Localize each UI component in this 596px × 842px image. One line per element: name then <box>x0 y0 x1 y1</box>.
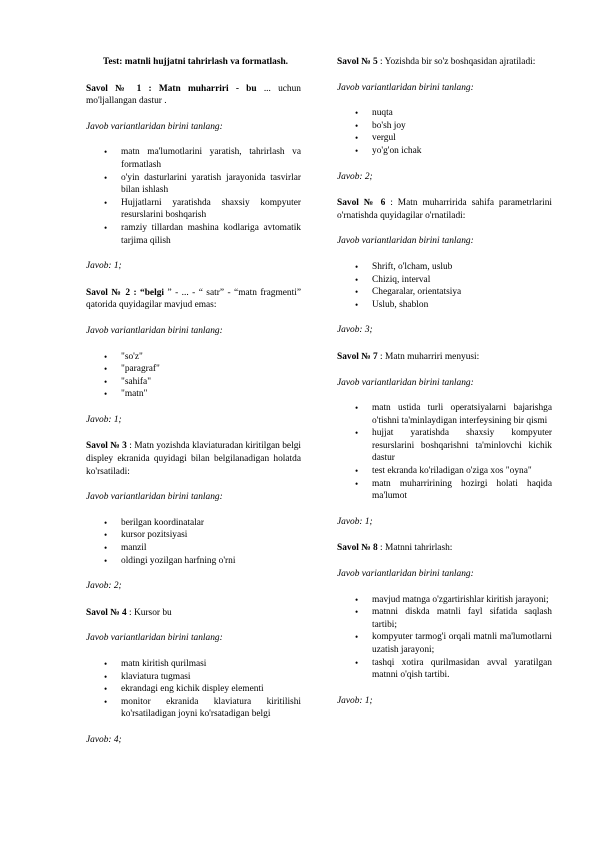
option-item: • test ekranda ko'riladigan o'ziga xos "oyna" <box>355 466 532 477</box>
question-8-answer: Javob: 1; <box>337 695 373 706</box>
bullet-icon: • <box>104 543 108 554</box>
option-item: • "sahifa" <box>104 376 152 387</box>
right-column <box>337 56 552 707</box>
question-4-options <box>86 658 301 721</box>
option-item: • kursor pozitsiyasi <box>104 530 188 541</box>
option-item: • Chiziq, interval <box>355 274 431 285</box>
option-item: • yo'g'on ichak <box>355 145 422 156</box>
option-item: • Uslub, shablon <box>355 299 429 310</box>
question-8-head: Savol № 8 <box>337 543 378 554</box>
bullet-icon: • <box>104 376 108 387</box>
bullet-icon: • <box>104 659 108 669</box>
bullet-icon: • <box>104 364 108 375</box>
option-item: • klaviatura tugmasi <box>104 671 191 682</box>
question-2-answer: Javob: 1; <box>86 414 122 425</box>
question-2-text: ” - ... - “ satr” - “matn fragmenti” qatorida quyidagilar mavjud emas: <box>86 287 301 311</box>
option-item: • matnni diskda matnli fayl sifatida saqlash tartibi; <box>355 607 552 630</box>
bullet-icon: • <box>104 684 108 695</box>
bullet-icon: • <box>355 428 359 439</box>
bullet-icon: • <box>355 478 359 489</box>
bullet-icon: • <box>355 403 359 414</box>
bullet-icon: • <box>355 274 359 285</box>
option-item: • matn ustida turli operatsiyalarni bajarishga o'tishni ta'minlaydigan interfeysining bir qismi <box>355 403 552 426</box>
bullet-icon: • <box>355 108 359 119</box>
question-5-answer: Javob: 2; <box>337 171 373 182</box>
question-7-prompt: Javob variantlaridan birini tanlang: <box>337 377 474 388</box>
option-item: • "matn" <box>104 389 148 400</box>
question-1-options <box>86 146 301 247</box>
option-item: • tashqi xotira qurilmasidan avval yaratilgan matnni o'qish tartibi. <box>355 657 552 681</box>
question-7-answer: Javob: 1; <box>337 516 373 527</box>
question-4 <box>86 607 301 620</box>
question-7-options <box>337 402 552 503</box>
bullet-icon: • <box>104 517 108 528</box>
question-5 <box>337 56 552 69</box>
bullet-icon: • <box>104 172 108 183</box>
bullet-icon: • <box>355 466 359 477</box>
left-column <box>86 56 301 747</box>
bullet-icon: • <box>104 555 108 566</box>
question-4-text: : Kursor bu <box>126 607 172 618</box>
option-item: • manzil <box>104 543 147 554</box>
option-item: • ekrandagi eng kichik displey elementi <box>104 684 264 695</box>
bullet-icon: • <box>355 594 359 605</box>
question-6-answer: Javob: 3; <box>337 325 373 336</box>
question-3-prompt: Javob variantlaridan birini tanlang: <box>86 492 223 503</box>
bullet-icon: • <box>104 222 108 233</box>
question-3-options <box>86 517 301 567</box>
bullet-icon: • <box>104 351 108 362</box>
option-item: • ramziy tillardan mashina kodlariga avtomatik tarjima qilish <box>104 222 301 246</box>
question-8 <box>337 542 552 555</box>
question-5-prompt: Javob variantlaridan birini tanlang: <box>337 82 474 93</box>
bullet-icon: • <box>104 147 108 158</box>
option-item: • matn muharririning hozirgi holati haqida ma'lumot <box>355 478 552 502</box>
question-1-prompt: Javob variantlaridan birini tanlang: <box>86 121 223 132</box>
bullet-icon: • <box>104 530 108 541</box>
question-1 <box>86 83 301 108</box>
question-8-text: : Matnni tahrirlash: <box>377 543 453 554</box>
question-3-text: : Matn yozishda klaviaturadan kiritilgan belgi displey ekranida quyidagi bilan belgilanadigan holatda ko'rsatiladi: <box>86 441 301 477</box>
question-4-answer: Javob: 4; <box>86 734 122 745</box>
option-item: • "so'z" <box>104 351 143 362</box>
option-item: • Hujjatlarni yaratishda shaxsiy kompyuter resurslarini boshqarish <box>104 197 301 221</box>
question-6-head: Savol № 6 <box>337 198 386 209</box>
question-7-text: : Matn muharriri menyusi: <box>377 351 480 362</box>
question-3-head: Savol № 3 <box>86 441 127 452</box>
page-title: Test: matnli hujjatni tahrirlash va formatlash. <box>102 57 289 67</box>
option-item: • Shrift, o'lcham, uslub <box>355 261 453 272</box>
question-5-head: Savol № 5 <box>337 57 378 67</box>
bullet-icon: • <box>104 671 108 682</box>
question-6-text: : Matn muharririda sahifa parametrlarini o'rnatishda quyidagilar o'rnatiladi: <box>337 198 552 221</box>
option-item: • monitor ekranida klaviatura kiritilishi ko'rsatiladigan joyni ko'rsatadigan belgi <box>104 696 301 720</box>
bullet-icon: • <box>104 197 108 208</box>
question-5-options <box>337 107 552 157</box>
option-item: • berilgan koordinatalar <box>104 517 205 528</box>
bullet-icon: • <box>355 657 359 668</box>
option-item: • matn kiritish qurilmasi <box>104 659 207 669</box>
option-item: • "paragraf" <box>104 364 160 375</box>
question-3-answer: Javob: 2; <box>86 581 122 592</box>
bullet-icon: • <box>355 607 359 618</box>
question-2-head: Savol № 2 : “belgi <box>86 287 164 298</box>
question-7 <box>337 351 552 364</box>
question-1-answer: Javob: 1; <box>86 261 122 272</box>
option-item: • hujjat yaratishda shaxsiy kompyuter resurslarini boshqarishni ta'minlovchi kichik dastur <box>355 428 552 464</box>
bullet-icon: • <box>355 133 359 144</box>
option-item: • kompyuter tarmog'i orqali matnli ma'lumotlarni uzatish jarayoni; <box>355 632 552 655</box>
question-7-head: Savol № 7 <box>337 351 378 362</box>
question-1-head: Savol № 1 : Matn muharriri - bu <box>86 83 257 94</box>
question-6 <box>337 197 552 222</box>
question-1-text: ... uchun mo'ljallangan dastur . <box>86 83 301 107</box>
bullet-icon: • <box>355 299 359 310</box>
option-item: • nuqta <box>355 108 393 119</box>
option-item: • oldingi yozilgan harfning o'rni <box>104 555 236 566</box>
option-item: • o'yin dasturlarini yaratish jarayonida tasvirlar bilan ishlash <box>104 172 301 196</box>
option-item: • matn ma'lumotlarini yaratish, tahrirlash va formatlash <box>104 147 301 170</box>
option-item: • Chegaralar, orientatsiya <box>355 287 462 298</box>
question-8-prompt: Javob variantlaridan birini tanlang: <box>337 569 474 580</box>
bullet-icon: • <box>104 696 108 707</box>
question-2-prompt: Javob variantlaridan birini tanlang: <box>86 325 223 336</box>
bullet-icon: • <box>355 632 359 643</box>
bullet-icon: • <box>355 261 359 272</box>
question-6-prompt: Javob variantlaridan birini tanlang: <box>337 236 474 247</box>
question-5-text: : Yozishda bir so'z boshqasidan ajratiladi: <box>377 57 536 67</box>
option-item: • vergul <box>355 133 396 144</box>
question-2-options <box>86 351 301 401</box>
question-3 <box>86 440 301 478</box>
bullet-icon: • <box>355 120 359 131</box>
bullet-icon: • <box>355 287 359 298</box>
question-6-options <box>337 261 552 311</box>
question-4-head: Savol № 4 <box>86 607 127 618</box>
bullet-icon: • <box>104 389 108 400</box>
question-2 <box>86 287 301 312</box>
question-4-prompt: Javob variantlaridan birini tanlang: <box>86 633 223 644</box>
question-8-options <box>337 594 552 682</box>
option-item: • bo'sh joy <box>355 120 406 131</box>
option-item: • mavjud matnga o'zgartirishlar kiritish jarayoni; <box>355 594 549 605</box>
bullet-icon: • <box>355 145 359 156</box>
